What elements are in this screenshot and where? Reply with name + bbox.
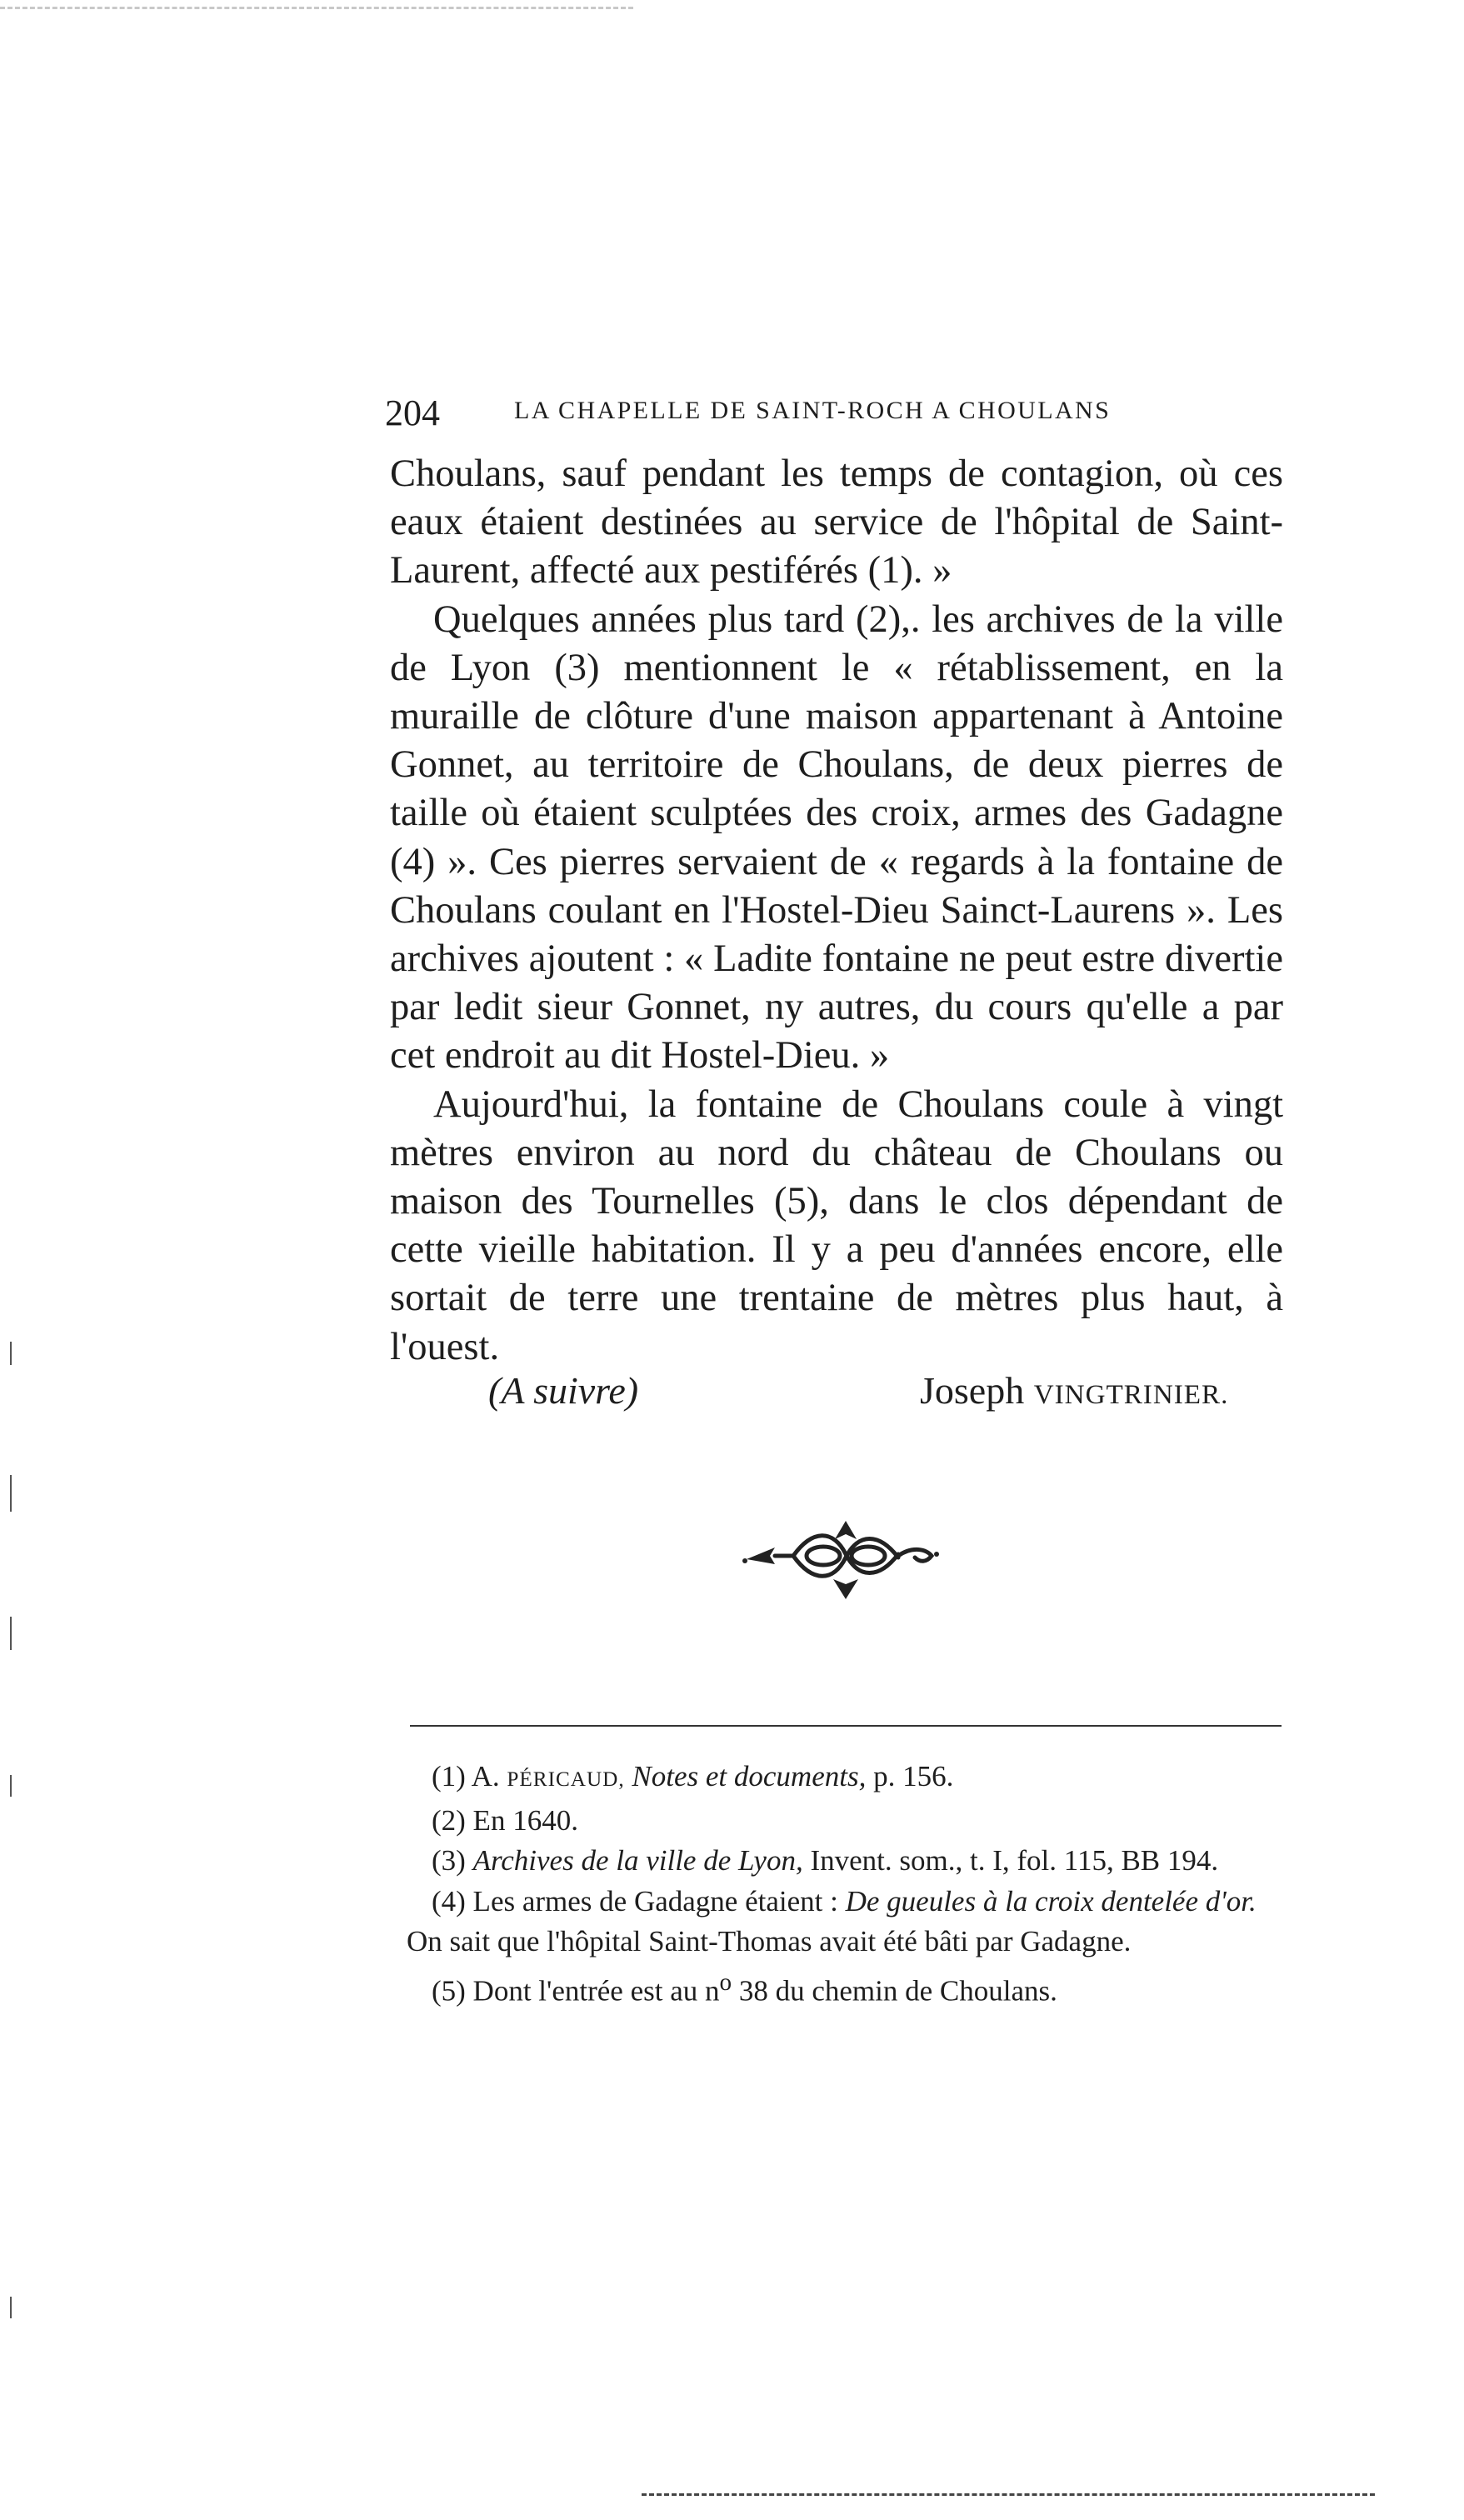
main-text xyxy=(390,450,1283,1372)
paragraph-2: Quelques années plus tard (2),. les archives de la ville de Lyon (3) mentionnent le « rétablissement, en la muraille de clôture d'une maison appartenant à Antoine Gonnet, au territoire de Choulans, de deux pierres de taille où étaient sculptées des croix, armes des Gadagne (4) ». Ces pierres servaient de « regards à la fontaine de Choulans coulant en l'Hostel-Dieu Sainct-Laurens ». Les archives ajoutent : « Ladite fontaine ne peut estre divertie par ledit sieur Gonnet, ny autres, du cours qu'elle a par cet endroit au dit Hostel-Dieu. » xyxy=(390,598,1283,1078)
footnote-1: (1) A. PÉRICAUD, Notes et documents, p. 156. xyxy=(432,1760,954,1792)
footnote-2: (2) En 1640. xyxy=(432,1803,578,1837)
paragraph-3: Aujourd'hui, la fontaine de Choulans coule à vingt mètres environ au nord du château de Choulans ou maison des Tournelles (5), dans le clos dépendant de cette vieille habitation. Il y a peu d'années encore, elle sortait de terre une trentaine de mètres plus haut, à l'ouest. xyxy=(390,1082,1283,1368)
scan-edge-mark xyxy=(10,1775,12,1797)
footnote-separator xyxy=(410,1725,1282,1727)
scan-border-marks-top xyxy=(0,7,633,9)
author-first-name: Joseph xyxy=(920,1369,1025,1412)
page-number: 204 xyxy=(385,392,440,433)
author-last-name: VINGTRINIER. xyxy=(1033,1379,1229,1410)
scan-edge-mark xyxy=(10,1475,12,1512)
page-header xyxy=(385,392,1282,442)
footnote-4-continued: On sait que l'hôpital Saint-Thomas avait été bâti par Gadagne. xyxy=(407,1925,1132,1958)
footnote-4: (4) Les armes de Gadagne étaient : De gueules à la croix dentelée d'or. xyxy=(432,1884,1257,1918)
running-title: LA CHAPELLE DE SAINT-ROCH A CHOULANS xyxy=(514,397,1112,424)
footnote-5: (5) Dont l'entrée est au $n^o$ 38 du chemin de Choulans. xyxy=(432,1968,1057,2008)
scan-border-marks-bottom xyxy=(642,2493,1375,2496)
author-signature xyxy=(920,1368,1228,1412)
scan-edge-mark xyxy=(10,1342,12,1365)
to-be-continued: (A suivre) xyxy=(488,1369,639,1412)
signature-block xyxy=(390,1368,1283,1418)
footnote-3: (3) Archives de la ville de Lyon, Invent. som., t. I, fol. 115, BB 194. xyxy=(432,1844,1219,1877)
paragraph-1: Choulans, sauf pendant les temps de contagion, où ces eaux étaient destinées au service de l'hôpital de Saint-Laurent, affecté aux pestiférés (1). » xyxy=(390,452,1283,592)
scan-edge-mark xyxy=(10,2297,12,2318)
footnotes xyxy=(407,1757,1290,2012)
fleuron-ornament-icon xyxy=(742,1512,950,1604)
scan-edge-mark xyxy=(10,1617,12,1650)
